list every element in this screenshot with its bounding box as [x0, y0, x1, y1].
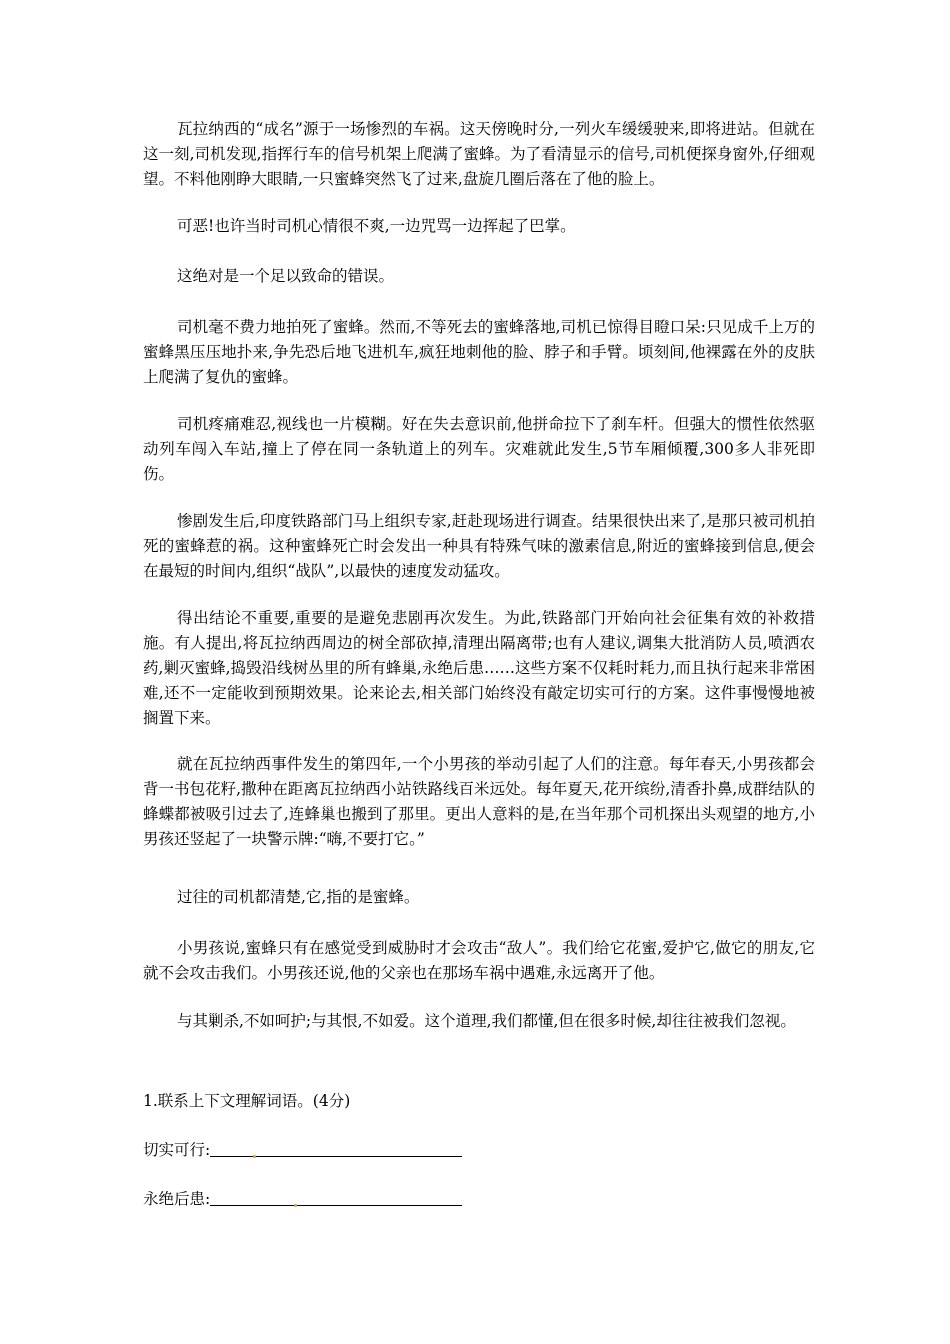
paragraph-6: 惨剧发生后,印度铁路部门马上组织专家,赶赴现场进行调查。结果很快出来了,是那只被司机拍死的蜜蜂惹的祸。这种蜜蜂死亡时会发出一种具有特殊气味的激素信息,附近的蜜蜂接到信息,便会在最短的时间内,组织“战队”,以最快的速度发动猛攻。: [143, 512, 815, 580]
term-label-1: 切实可行:: [143, 1141, 211, 1159]
question-1-item-2: [143, 1187, 462, 1212]
paragraph-5: 司机疼痛难忍,视线也一片模糊。好在失去意识前,他拼命拉下了刹车杆。但强大的惯性依然驱动列车闯入车站,撞上了停在同一条轨道上的列车。灾难就此发生,5节车厢倾覆,300多人非死即伤。: [143, 415, 815, 483]
paragraph-8: 就在瓦拉纳西事件发生的第四年,一个小男孩的举动引起了人们的注意。每年春天,小男孩都会背一书包花籽,撒种在距离瓦拉纳西小站铁路线百米远处。每年夏天,花开缤纷,清香扑鼻,成群结队的蜂蝶都被吸引过去了,连蜂巢也搬到了那里。更出人意料的是,在当年那个司机探出头观望的地方,小男孩还竖起了一块警示牌:“嗨,不要打它。”: [143, 755, 815, 848]
question-1-item-1: [143, 1138, 462, 1163]
blank-mark: [253, 1155, 256, 1158]
paragraph-11: 与其剿杀,不如呵护;与其恨,不如爱。这个道理,我们都懂,但在很多时候,却往往被我们忽视。: [177, 1012, 796, 1030]
question-1-title: 1.联系上下文理解词语。(4分): [143, 1092, 351, 1110]
paragraph-7: 得出结论不重要,重要的是避免悲剧再次发生。为此,铁路部门开始向社会征集有效的补救措施。有人提出,将瓦拉纳西周边的树全部砍掉,清理出隔离带;也有人建议,调集大批消防人员,喷洒农药,剿灭蜜蜂,捣毁沿线树丛里的所有蜂巢,永绝后患……这些方案不仅耗时耗力,而且执行起来非常困难,还不一定能收到预期效果。论来论去,相关部门始终没有敲定切实可行的方案。这件事慢慢地被搁置下来。: [143, 609, 815, 727]
paragraph-2: 可恶!也许当时司机心情很不爽,一边咒骂一边挥起了巴掌。: [177, 217, 576, 235]
paragraph-4: 司机毫不费力地拍死了蜜蜂。然而,不等死去的蜜蜂落地,司机已惊得目瞪口呆:只见成千上万的蜜蜂黑压压地扑来,争先恐后地飞进机车,疯狂地刺他的脸、脖子和手臂。顷刻间,他裸露在外的皮肤上爬满了复仇的蜜蜂。: [143, 318, 815, 386]
blank-mark: [294, 1204, 297, 1207]
answer-blank-1[interactable]: [210, 1142, 462, 1157]
paragraph-10: 小男孩说,蜜蜂只有在感觉受到威胁时才会攻击“敌人”。我们给它花蜜,爱护它,做它的朋友,它就不会攻击我们。小男孩还说,他的父亲也在那场车祸中遇难,永远离开了他。: [143, 939, 815, 982]
answer-blank-2[interactable]: [210, 1191, 462, 1206]
term-label-2: 永绝后患:: [143, 1190, 211, 1208]
paragraph-3: 这绝对是一个足以致命的错误。: [177, 267, 395, 285]
paragraph-9: 过往的司机都清楚,它,指的是蜜蜂。: [177, 888, 420, 906]
paragraph-1: 瓦拉纳西的“成名”源于一场惨烈的车祸。这天傍晚时分,一列火车缓缓驶来,即将进站。但就在这一刻,司机发现,指挥行车的信号机架上爬满了蜜蜂。为了看清显示的信号,司机便探身窗外,仔细观望。不料他刚睁大眼睛,一只蜜蜂突然飞了过来,盘旋几圈后落在了他的脸上。: [143, 120, 815, 188]
